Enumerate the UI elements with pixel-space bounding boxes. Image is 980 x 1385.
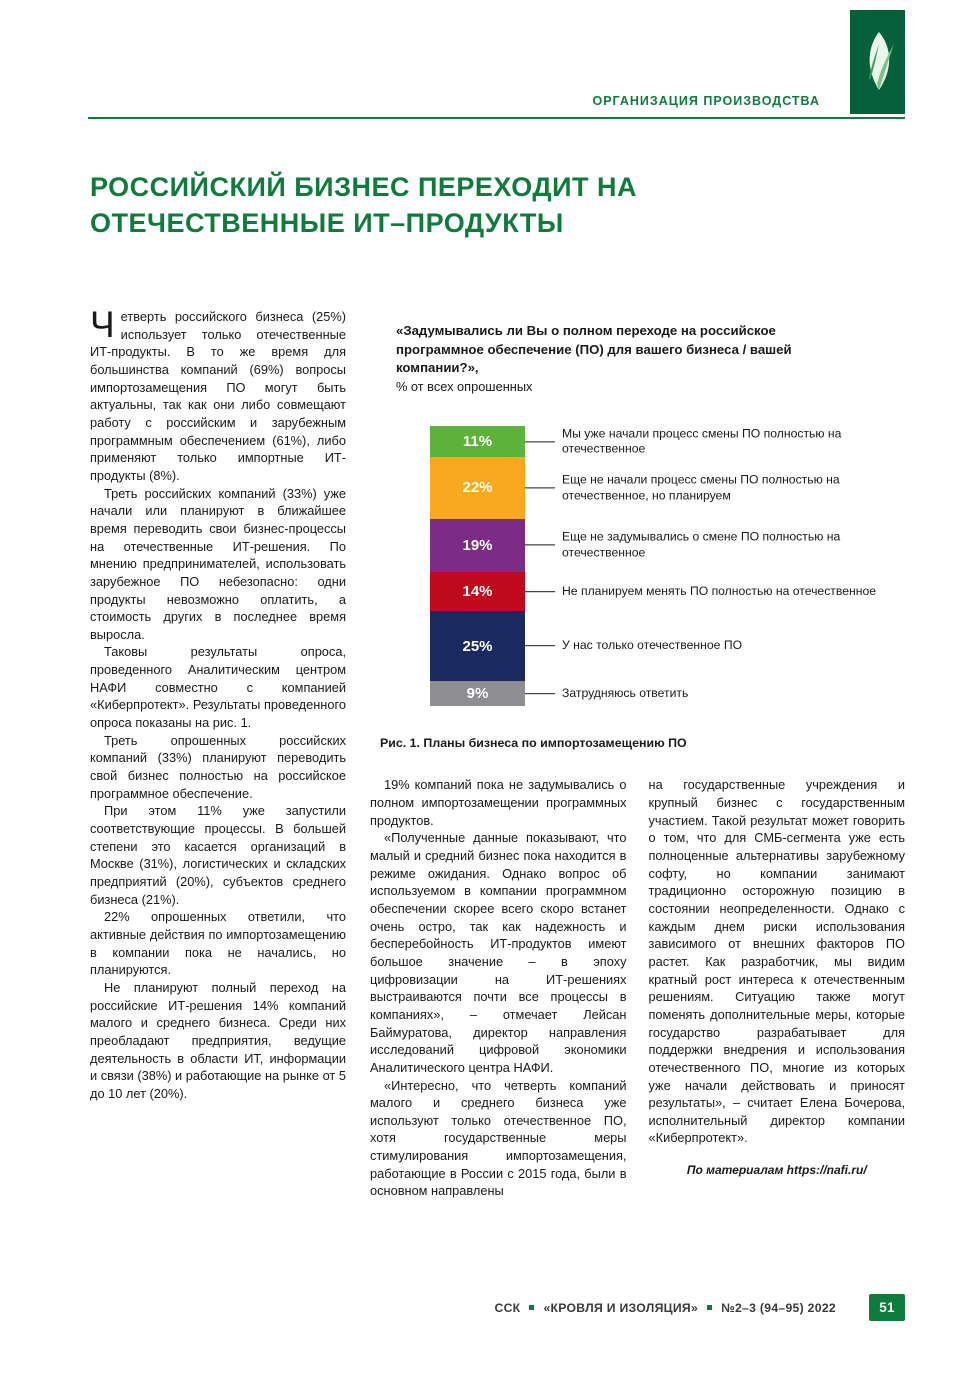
paragraph-lead <box>90 304 346 485</box>
chart-label-row <box>525 426 903 457</box>
chart-label-row <box>525 530 903 561</box>
article-title: РОССИЙСКИЙ БИЗНЕС ПЕРЕХОДИТ НА ОТЕЧЕСТВЕННЫЕ ИТ–ПРОДУКТЫ <box>90 172 638 238</box>
publisher-logo <box>850 10 905 114</box>
chart-bar-segment: 19% <box>430 519 525 572</box>
chart-label-row <box>525 584 903 600</box>
header-rule <box>88 117 905 119</box>
square-separator-icon <box>707 1305 712 1310</box>
right-column <box>649 776 906 1200</box>
page-number: 51 <box>869 1294 905 1321</box>
figure-caption: Рис. 1. Планы бизнеса по импортозамещению ПО <box>380 736 687 751</box>
chart-and-text-area <box>370 308 905 1200</box>
paragraph: «Полученные данные показывают, что малый и средний бизнес пока находится в режиме ожидания. Однако вопрос об используемом в компании программном обеспечении скорее всего скоро встанет очень остро, так как надежность и бесперебойность ИТ-продуктов имеют большое значение – в эпоху цифровизации на ИТ-решениях выстраиваются почти все процессы в компаниях», – отмечает Лейсан Баймуратова, директор направления исследований цифровой экономики Аналитического центра НАФИ. <box>370 830 627 1075</box>
chart-segment-label: Еще не задумывались о смене ПО полностью на отечественное <box>562 529 841 560</box>
square-separator-icon <box>529 1305 534 1310</box>
paragraph: «Интересно, что четверть компаний малого и среднего бизнеса уже используют только отечественное ПО, хотя государственные меры стимулирования импортозамещения, работающие в России с 2015 года, были в основном направлены <box>370 1077 627 1199</box>
article-body <box>90 304 905 1200</box>
footer-title: «КРОВЛЯ И ИЗОЛЯЦИЯ» <box>543 1300 699 1315</box>
chart-segment-label: У нас только отечественное ПО <box>562 638 743 653</box>
leader-line <box>525 693 555 694</box>
chart-bar-segment: 25% <box>430 611 525 681</box>
footer-issue: №2–3 (94–95) 2022 <box>721 1300 836 1315</box>
chart-segment-label: Мы уже начали процесс смены ПО полностью на отечественное <box>562 426 842 456</box>
chart-bars <box>430 426 525 706</box>
lower-text-columns <box>370 776 905 1200</box>
chart-title: «Задумывались ли Вы о полном переходе на российское программное обеспечение (ПО) для вашего бизнеса / вашей компании?», <box>396 323 792 376</box>
lead-paragraph-text: етверть российского бизнеса (25%) использует только отечественные ИТ-продукты. В то же время для большинства компаний (69%) вопросы импортозамещения ПО могут быть актуальны, так как они либо совмещают работу с российским и зарубежным программным обеспечением (61%), либо применяют только импортные ИТ-продукты (8%). <box>90 309 346 483</box>
chart-bar-segment: 9% <box>430 681 525 706</box>
chart-label-row <box>525 686 903 702</box>
chart-segment-label: Еще не начали процесс смены ПО полностью на отечественное, но планируем <box>562 472 840 502</box>
left-column <box>90 304 346 1200</box>
paragraph: Треть опрошенных российских компаний (33%) планируют переводить свой бизнес полностью на российское программное обеспечение. <box>90 732 346 801</box>
figure-1 <box>370 322 905 750</box>
paragraph: При этом 11% уже запустили соответствующие процессы. В большей степени это касается организаций в Москве (31%), логистических и складских предприятий (20%), субъектов среднего бизнеса (21%). <box>90 803 346 907</box>
section-label: ОРГАНИЗАЦИЯ ПРОИЗВОДСТВА <box>592 94 820 108</box>
dropcap: Ч <box>90 304 115 345</box>
middle-column <box>370 776 627 1200</box>
paragraph: Треть российских компаний (33%) уже начали или планируют в ближайшее время переводить свои бизнес-процессы на отечественные ИТ-решения. По мнению предпринимателей, использовать зарубежное ПО небезопасно: одни продукты невозможно оплатить, а стоимость других в последнее время выросла. <box>90 485 346 642</box>
leader-line <box>525 591 555 592</box>
paragraph: на государственные учреждения и крупный бизнес с государственным участием. Такой результат может говорить о том, что для СМБ-сегмента уже есть полноценные альтернативы зарубежному софту, но компании занимают традиционно осторожную позицию в состоянии неопределенности. Однако с каждым днем риски использования зависимого от внешних факторов ПО растет. Как разработчик, мы видим кратный рост интереса к отечественным решениям. Ситуацию также могут поменять дополнительные меры, которые государство разрабатывает для поддержки внедрения и использования отечественного ПО, многие из которых уже начали действовать и приносят результаты», – считает Елена Бочерова, исполнительный директор компании «Киберпротект». <box>648 777 905 1146</box>
paragraph: 22% опрошенных ответили, что активные действия по импортозамещению в компании пока не начались, но планируются. <box>90 909 346 978</box>
leaf-icon <box>858 20 898 104</box>
source-line: По материалам https://nafi.ru/ <box>686 1163 867 1178</box>
footer-journal: ССК <box>494 1300 521 1315</box>
leader-line <box>525 441 555 442</box>
leader-line <box>525 487 555 488</box>
paragraph: 19% компаний пока не задумывались о полном импортозамещении программных продуктов. <box>370 777 627 828</box>
leader-line <box>525 646 555 647</box>
page-footer <box>494 1294 905 1321</box>
chart-bar-segment: 14% <box>430 572 525 611</box>
leader-line <box>525 545 555 546</box>
chart-subtitle: % от всех опрошенных <box>396 379 533 395</box>
chart-label-row <box>525 472 903 503</box>
chart-segment-label: Затрудняюсь ответить <box>562 685 689 700</box>
chart-label-row <box>525 638 903 654</box>
chart-plot <box>430 426 905 706</box>
chart-segment-label: Не планируем менять ПО полностью на отечественное <box>562 583 877 598</box>
paragraph: Не планируют полный переход на российские ИТ-решения 14% компаний малого и среднего бизнеса. Среди них преобладают предприятия, ведущие деятельность в области ИТ, информации и связи (38%) и работающие на рынке от 5 до 10 лет (20%). <box>90 979 346 1101</box>
chart-bar-segment: 11% <box>430 426 525 457</box>
chart-bar-segment: 22% <box>430 457 525 519</box>
paragraph: Таковы результаты опроса, проведенного Аналитическим центром НАФИ совместно с компанией «Киберпротект». Результаты проведенного опроса показаны на рис. 1. <box>90 644 346 731</box>
